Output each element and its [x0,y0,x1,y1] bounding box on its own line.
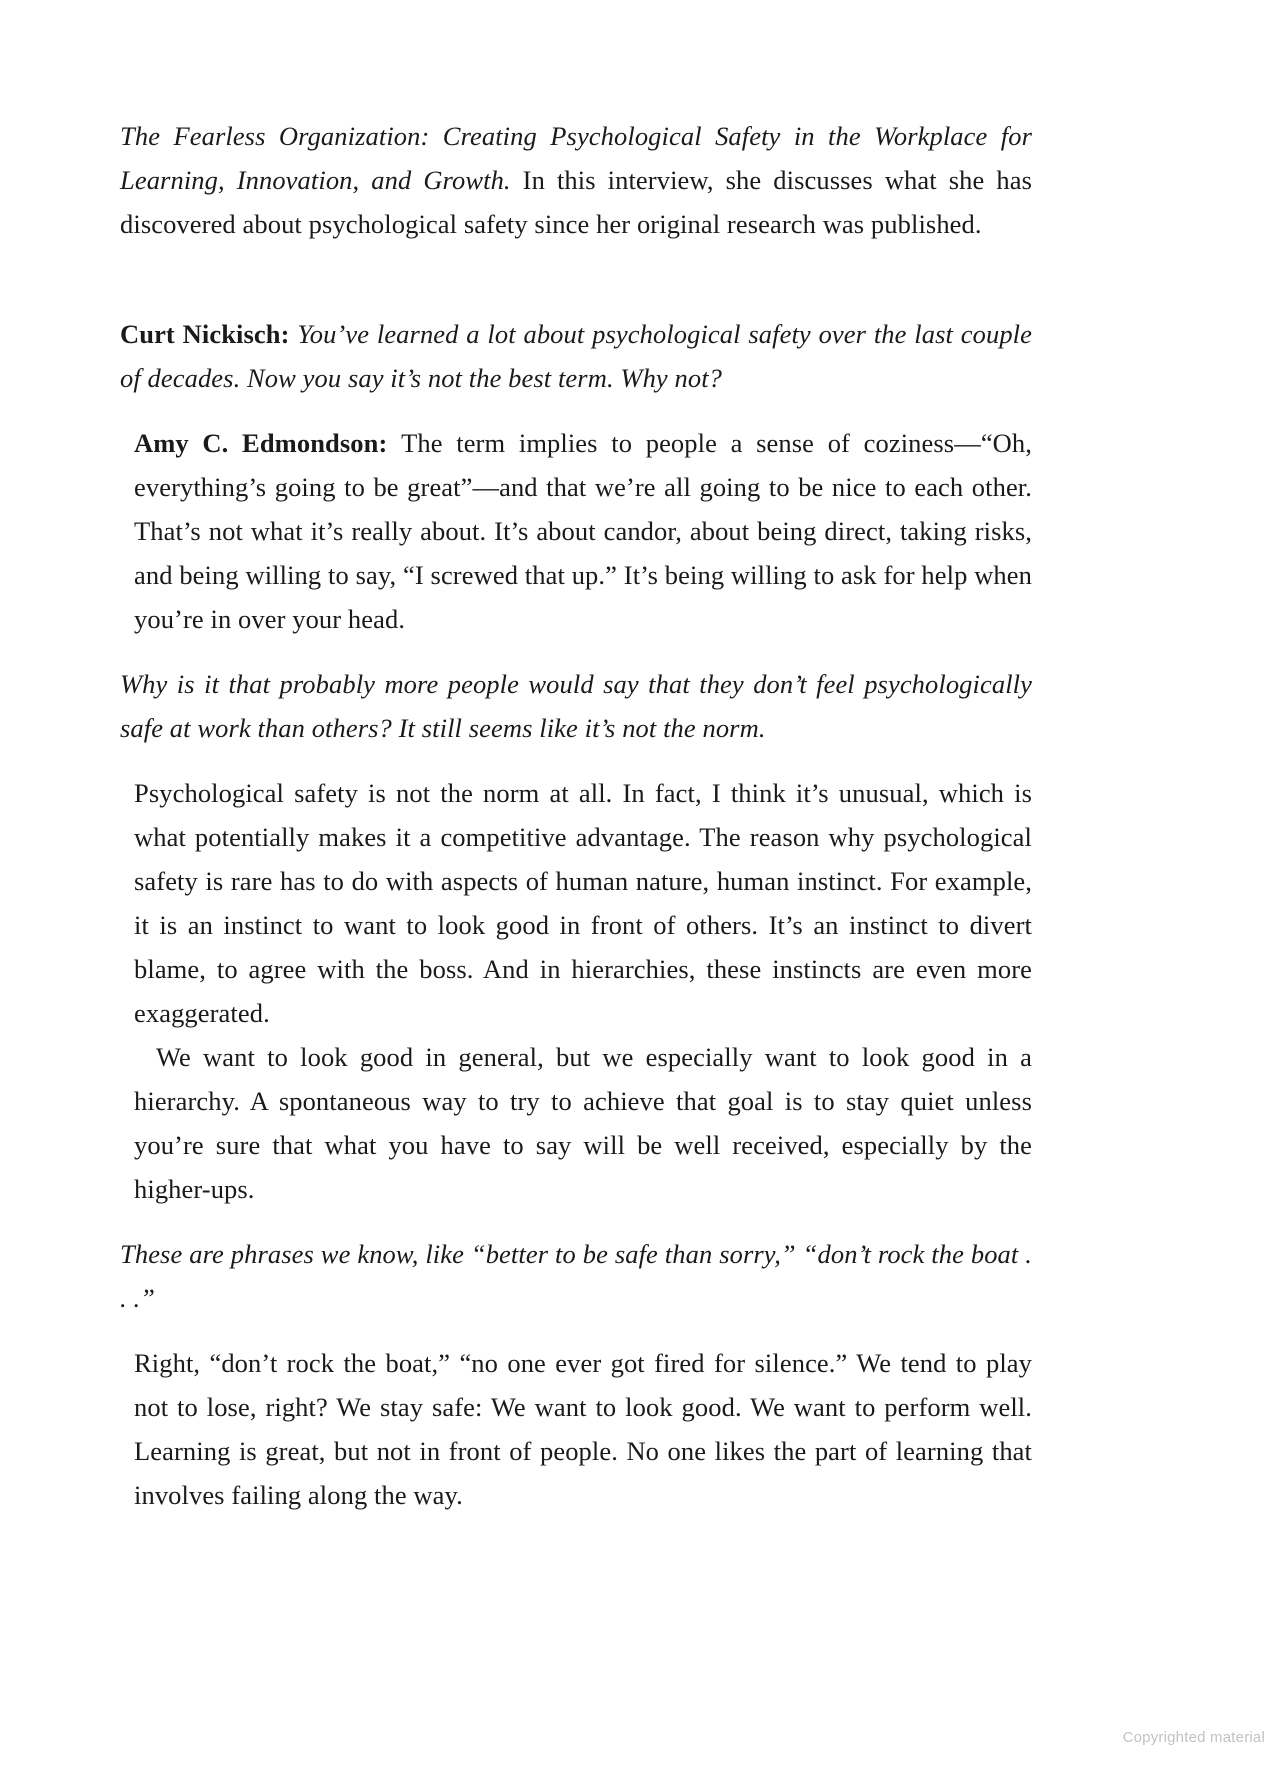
answer-3-text: Right, “don’t rock the boat,” “no one ever got fired for silence.” We tend to play not to lose, right? We stay safe: We want to look good. We want to perform well. Learning is great, but not in front of people. No one likes the part of learning that involves failing along the way. [134,1348,1032,1510]
question-1 [120,312,1032,400]
answer-1-text: The term implies to people a sense of coziness—“Oh, everything’s going to be great”—and that we’re all going to be nice to each other. That’s not what it’s really about. It’s about candor, about being direct, taking risks, and being willing to say, “I screwed that up.” It’s being willing to ask for help when you’re in over your head. [134,428,1032,634]
question-3-text: These are phrases we know, like “better to be safe than sorry,” “don’t rock the boat . . .” [120,1239,1032,1313]
question-3 [120,1232,1032,1320]
page-text-column [120,114,1032,1517]
book-title: The Fearless Organization: Creating Psychological Safety in the Workplace for Learning, Innovation, and Growth. [120,121,1032,195]
interviewer-name: Curt Nickisch: [120,319,298,349]
answer-3 [120,1341,1032,1517]
question-1-text: You’ve learned a lot about psychological safety over the last couple of decades. Now you say it’s not the best term. Why not? [120,319,1032,393]
answer-2 [120,771,1032,1211]
intro-paragraph-text: In this interview, she discusses what she has discovered about psychological safety since her original research was published. [120,165,1032,239]
answer-2-paragraph-1: Psychological safety is not the norm at all. In fact, I think it’s unusual, which is what potentially makes it a competitive advantage. The reason why psychological safety is rare has to do with aspects of human nature, human instinct. For example, it is an instinct to want to look good in front of others. It’s an instinct to divert blame, to agree with the boss. And in hierarchies, these instincts are even more exaggerated. [134,778,1032,1028]
question-2-text: Why is it that probably more people would say that they don’t feel psychologically safe at work than others? It still seems like it’s not the norm. [120,669,1032,743]
interviewee-name: Amy C. Edmondson: [134,428,402,458]
copyright-notice: Copyrighted material [1122,1729,1265,1746]
intro-paragraph [120,114,1032,246]
question-2 [120,662,1032,750]
answer-2-paragraph-2: We want to look good in general, but we especially want to look good in a hierarchy. A spontaneous way to try to achieve that goal is to stay quiet unless you’re sure that what you have to say will be well received, especially by the higher-ups. [134,1042,1032,1204]
answer-1 [120,421,1032,641]
